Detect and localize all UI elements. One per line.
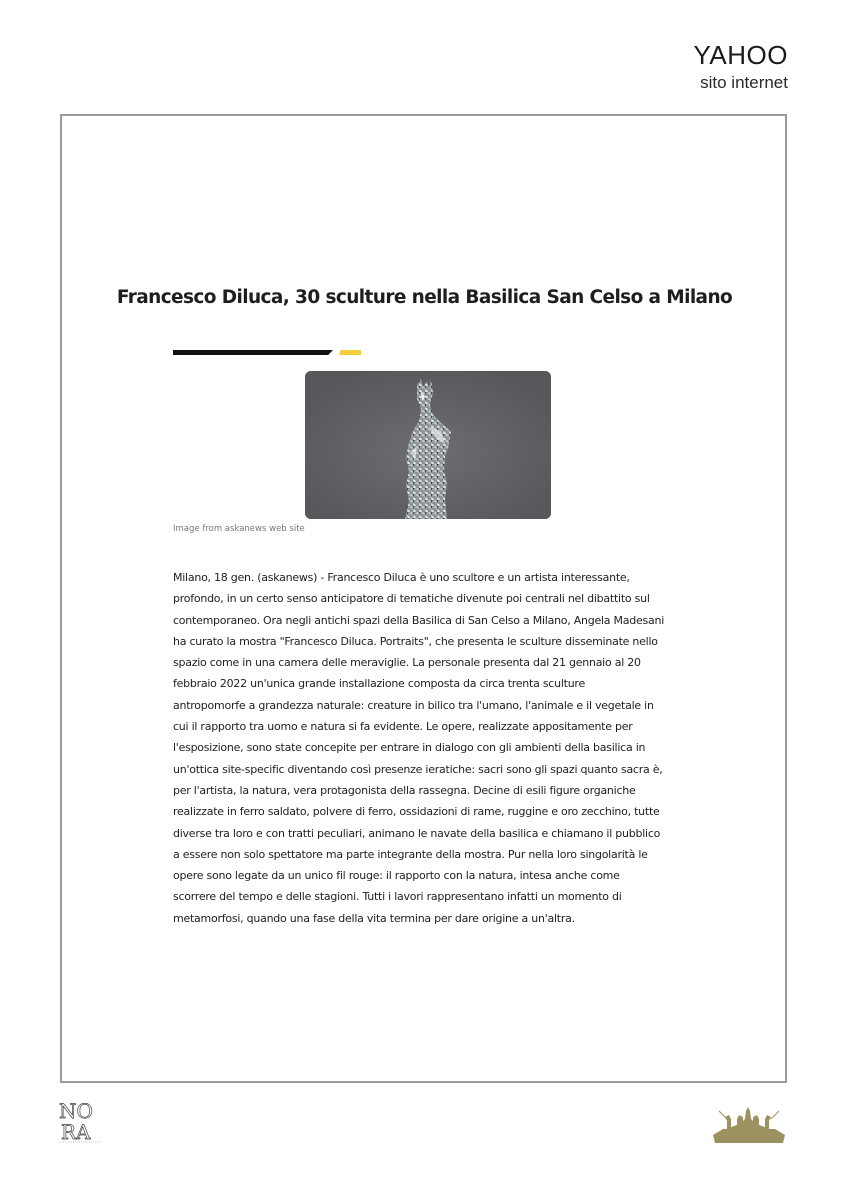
body-line: antropomorfe a grandezza naturale: creature in bilico tra l'umano, l'animale e il vegetale in: [173, 698, 654, 712]
body-line: contemporaneo. Ora negli antichi spazi della Basilica di San Celso a Milano, Angela Madesani: [173, 613, 665, 627]
body-line: Milano, 18 gen. (askanews) - Francesco Diluca è uno scultore e un artista interessante,: [173, 571, 630, 584]
image-caption: Image from askanews web site: [173, 524, 305, 534]
body-line: febbraio 2022 un'unica grande installazione composta da circa trenta sculture: [173, 677, 585, 691]
body-line: profondo, in un certo senso anticipatore di tematiche divenute poi centrali nel dibattito sul: [173, 592, 650, 606]
body-line: metamorfosi, quando una fase della vita termina per dare origine a un'altra.: [173, 911, 575, 925]
body-line: ha curato la mostra "Francesco Diluca. Portraits", che presenta le sculture disseminate nello: [173, 634, 658, 648]
logo-top-text: NO: [59, 1099, 93, 1123]
body-line: a essere non solo spettatore ma parte integrante della mostra. Pur nella loro singolarità le: [173, 847, 648, 861]
clipping-header: [694, 40, 788, 94]
sculpture-photo: [305, 371, 551, 519]
article-title: Francesco Diluca, 30 sculture nella Basilica San Celso a Milano: [116, 287, 733, 308]
publication-type: sito internet: [700, 73, 788, 92]
logo-bottom-text: RA: [61, 1120, 91, 1144]
body-line: diverse tra loro e con tratti peculiari, animano le navate della basilica e chiamano il pubblico: [173, 826, 661, 840]
body-line: opere sono legate da un unico fil rouge: il rapporto con la natura, intesa anche come: [173, 869, 620, 883]
article-body: [173, 567, 673, 929]
body-line: per l'artista, la natura, vera protagonista della rassegna. Decine di esili figure organiche: [173, 783, 636, 797]
accent-bar-black: [173, 350, 333, 355]
body-line: un'ottica site-specific diventando così presenze ieratiche: sacri sono gli spazi quanto sacra è,: [173, 762, 663, 776]
body-line: l'esposizione, sono state concepite per entrare in dialogo con gli ambienti della basilica in: [173, 741, 646, 755]
body-line: realizzate in ferro saldato, polvere di ferro, ossidazioni di rame, ruggine e oro zecchino, tutte: [173, 805, 660, 819]
palace-silhouette-icon: [713, 1107, 785, 1149]
accent-bar-yellow: [339, 350, 361, 355]
sculpture-figure-icon: [305, 371, 551, 519]
body-line: cui il rapporto tra uomo e natura si fa evidente. Le opere, realizzate appositamente per: [173, 720, 633, 734]
body-line: spazio come in una camera delle meraviglie. La personale presenta dal 21 gennaio al 20: [173, 656, 641, 670]
body-line: scorrere del tempo e delle stagioni. Tutti i lavori rappresentano infatti un momento di: [173, 890, 622, 904]
nora-logo-icon: [58, 1098, 104, 1150]
publication-name: YAHOO: [693, 40, 788, 70]
